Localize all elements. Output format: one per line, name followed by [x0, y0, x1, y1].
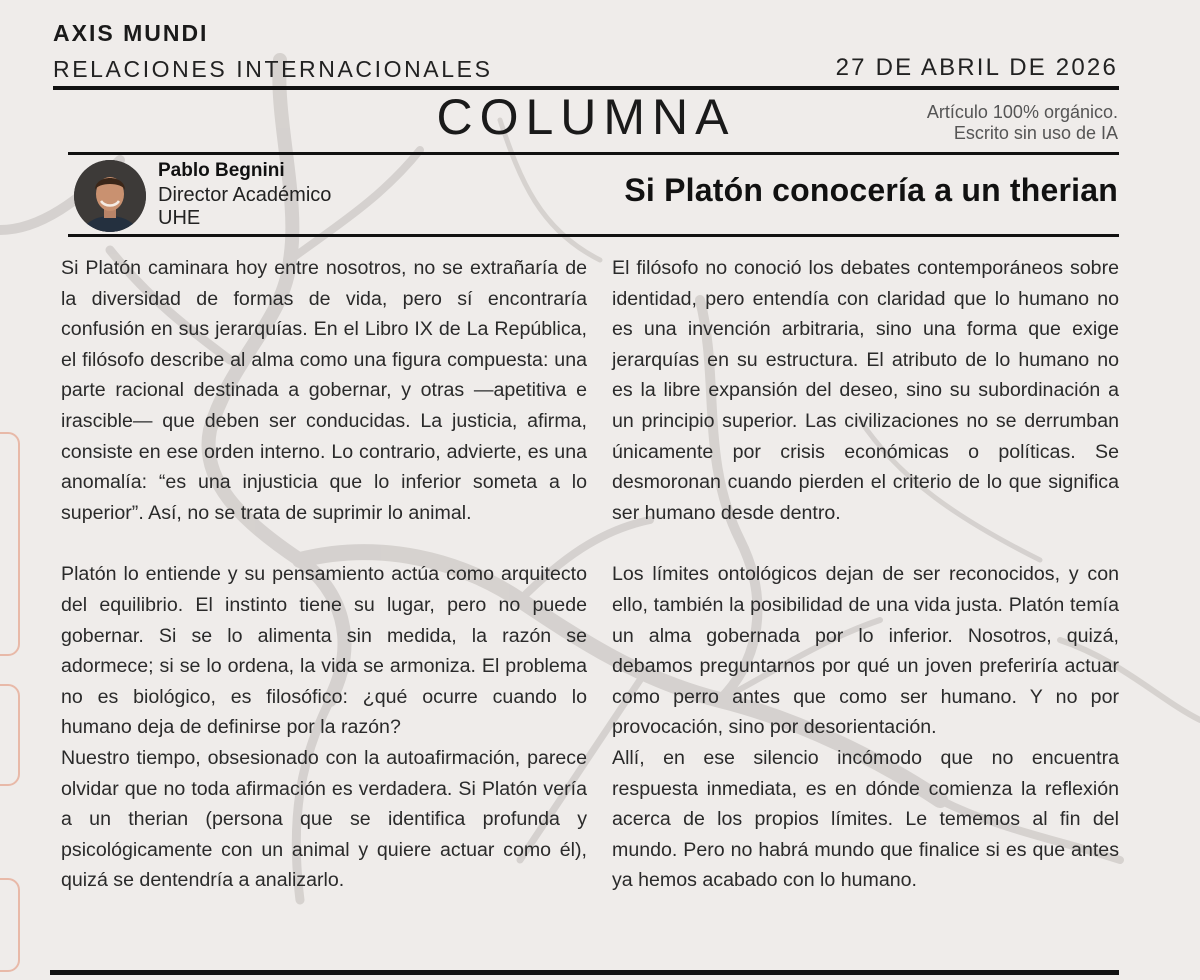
paragraph: Platón lo entiende y su pensamiento actúa como arquitecto del equilibrio. El instinto tiene su lugar, pero no puede gobernar. Si se lo alimenta sin medida, la razón se adormece; si se lo ordena, la vida se armoniza. El problema no es biológico, es filosófico: ¿qué ocurre cuando lo humano deja de definirse por la razón?: [61, 563, 587, 739]
column-label: COLUMNA: [436, 89, 736, 145]
paragraph: Los límites ontológicos dejan de ser reconocidos, y con ello, también la posibilidad de una vida justa. Platón temía un alma gobernada por lo inferior. Nosotros, quizá, debamos preguntarnos por qué un joven preferiría actuar como perro antes que como ser humano. Y no por provocación, sino por desorientación.: [612, 563, 1119, 739]
headline-rule: [68, 234, 1119, 237]
paragraph: Nuestro tiempo, obsesionado con la autoafirmación, parece olvidar que no toda afirmación es verdadera. Si Platón vería a un therian (persona que se identifica profunda y psicológicamente con un animal y quiere actuar como él), quizá se dentendría a analizarlo.: [61, 746, 587, 892]
header-rule: [68, 152, 1119, 155]
author-role: Director Académico: [158, 184, 332, 206]
author-name: Pablo Begnini: [158, 160, 285, 181]
publication-brand: AXIS MUNDI: [53, 20, 209, 46]
paragraph: Allí, en ese silencio incómodo que no encuentra respuesta inmediata, es en dónde comienza la reflexión acerca de los propios límites. Le tememos al fin del mundo. Pero no habrá mundo que finalice si es que antes ya hemos acabado con lo humano.: [612, 746, 1119, 892]
article-headline: Si Platón conocería a un therian: [624, 172, 1118, 208]
avatar: [74, 160, 146, 232]
paragraph: Si Platón caminara hoy entre nosotros, no se extrañaría de la diversidad de formas de vida, pero sí encontraría confusión en sus jerarquías. En el Libro IX de La República, el filósofo describe al alma como una figura compuesta: una parte racional destinada a gobernar, y otras —apetitiva e irascible— que deben ser conducidas. La justicia, afirma, consiste en ese orden interno. Lo contrario, advierte, es una anomalía: “es una injusticia que lo inferior someta a lo superior”. Así, no se trata de suprimir lo animal.: [61, 257, 587, 524]
article-column-left: [61, 253, 587, 896]
organic-note-line-2: Escrito sin uso de IA: [953, 123, 1118, 143]
organic-note-line-1: Artículo 100% orgánico.: [926, 102, 1118, 122]
decorative-outline: [0, 878, 20, 972]
publication-date: 27 DE ABRIL DE 2026: [835, 54, 1118, 81]
footer-rule: [50, 970, 1119, 975]
author-organization: UHE: [158, 207, 201, 229]
article-column-right: [612, 253, 1119, 896]
decorative-outline: [0, 684, 20, 786]
paragraph: El filósofo no conoció los debates contemporáneos sobre identidad, pero entendía con claridad que lo humano no es una invención arbitraria, sino una forma que exige jerarquías en su estructura. El atributo de lo humano no es la libre expansión del deseo, sino su subordinación a un principio superior. Las civilizaciones no se derrumban únicamente por crisis económicas o políticas. Se desmoronan cuando pierden el criterio de lo que significa ser humano desde dentro.: [612, 257, 1119, 524]
organic-note: [927, 102, 1118, 144]
avatar-photo-icon: [74, 160, 146, 232]
section-title: RELACIONES INTERNACIONALES: [53, 56, 493, 82]
decorative-outline: [0, 432, 20, 656]
